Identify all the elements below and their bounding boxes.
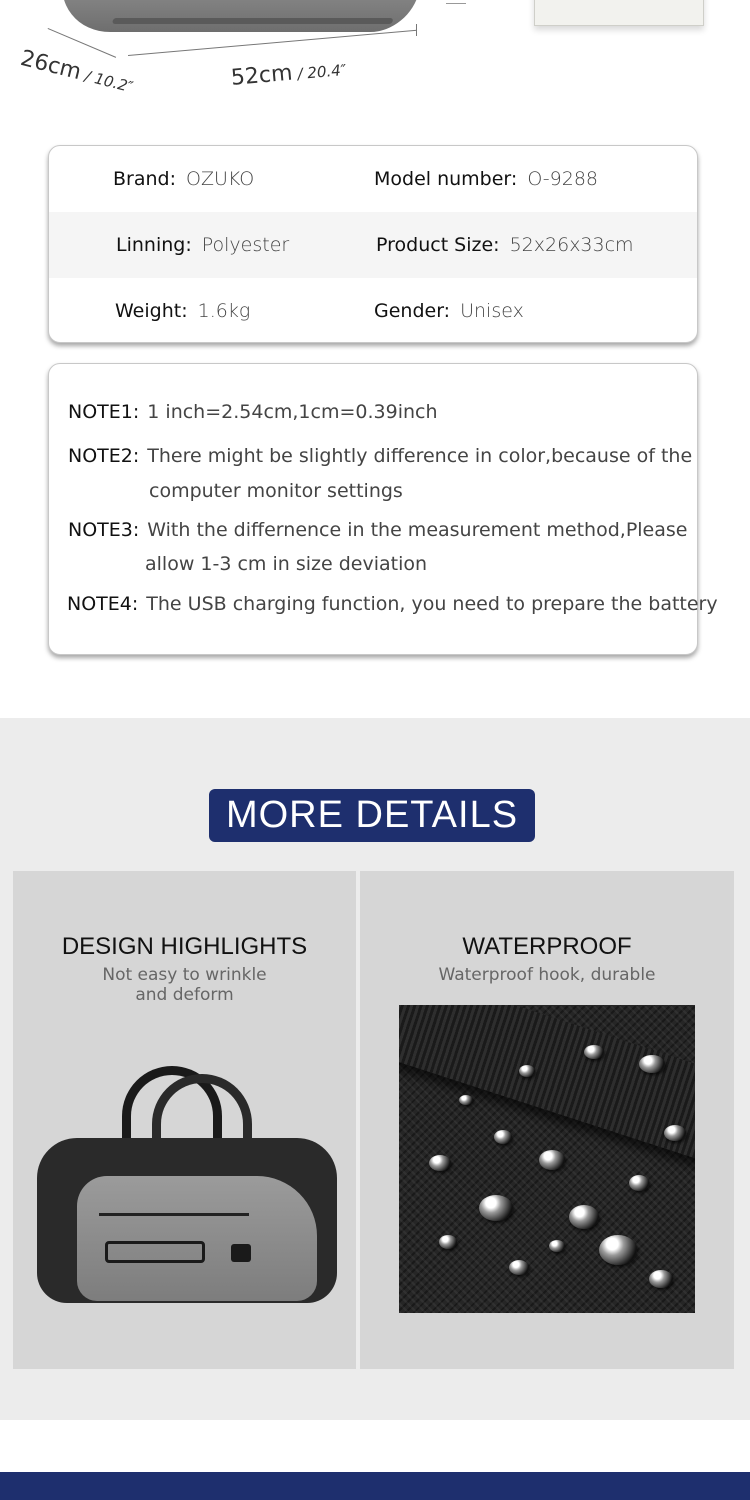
note-1: [68, 401, 438, 423]
note-2: [68, 445, 692, 467]
water-drop: [519, 1065, 535, 1077]
width-label: [18, 46, 136, 98]
panel-title: WATERPROOF: [462, 933, 632, 960]
spec-value: O-9288: [527, 168, 599, 190]
water-drop: [639, 1055, 665, 1073]
water-drop: [569, 1205, 599, 1229]
width-inch: / 10.2″: [83, 66, 135, 97]
usb-port-icon: [231, 1244, 251, 1262]
height-tick: [446, 0, 466, 4]
length-dimension-cap: [416, 24, 417, 36]
spec-product-size: [376, 212, 634, 278]
bag-front-panel: [77, 1176, 317, 1301]
note-text: 1 inch=2.54cm,1cm=0.39inch: [147, 401, 438, 423]
panel-subtitle: Not easy to wrinkle: [102, 965, 267, 985]
water-drop: [549, 1240, 565, 1252]
more-details-section: [0, 718, 750, 1420]
water-drops-fabric-icon: [399, 1005, 695, 1313]
water-drop: [439, 1235, 457, 1249]
note-text: There might be slightly difference in color,because of the: [147, 445, 693, 467]
water-drop: [584, 1045, 604, 1059]
spec-weight: [115, 278, 250, 343]
notes-card: [48, 363, 718, 655]
water-drop: [429, 1155, 451, 1171]
water-drop: [509, 1260, 529, 1275]
bag-front-pocket: [105, 1241, 205, 1263]
length-dimension-line: [128, 30, 417, 56]
note-label: NOTE2:: [68, 445, 140, 467]
water-drop: [539, 1150, 565, 1170]
length-cm: 52cm: [230, 60, 294, 91]
panel-title: DESIGN HIGHLIGHTS: [61, 933, 308, 960]
spec-value: 52x26x33cm: [509, 234, 634, 256]
specifications-card: [48, 145, 698, 343]
water-drop: [494, 1130, 512, 1144]
spec-brand: [113, 146, 254, 212]
panel-subtitle: and deform: [135, 985, 234, 1005]
duffel-bag-icon: [27, 1066, 347, 1306]
note-text: With the differnence in the measurement method,Please: [147, 519, 688, 541]
bottom-banner-bar: [0, 1472, 750, 1500]
note-label: NOTE3:: [68, 519, 140, 541]
note-text: The USB charging function, you need to prepare the battery: [146, 593, 718, 615]
spec-label: Brand:: [113, 168, 176, 190]
design-highlights-panel: [13, 871, 356, 1369]
waterproof-panel: [360, 871, 734, 1369]
length-label: [230, 56, 347, 91]
more-details-heading: MORE DETAILS: [209, 789, 535, 842]
spec-label: Linning:: [116, 234, 192, 256]
water-drop: [664, 1125, 686, 1141]
bag-zipper: [99, 1213, 249, 1216]
panel-subtitle: Waterproof hook, durable: [438, 965, 656, 985]
water-drop: [599, 1235, 637, 1265]
bag-bottom-image: [50, 0, 425, 32]
note-label: NOTE4:: [67, 593, 139, 615]
note-3-continuation: allow 1-3 cm in size deviation: [145, 553, 428, 575]
width-dimension-line: [48, 28, 117, 58]
packaging-box-image: [534, 0, 704, 26]
spec-value: 1.6kg: [197, 300, 251, 322]
spec-model-number: [374, 146, 598, 212]
width-cm: 26cm: [17, 46, 84, 86]
spec-label: Weight:: [115, 300, 188, 322]
spec-lining: [116, 212, 289, 278]
spec-row: [49, 212, 697, 278]
spec-label: Gender:: [374, 300, 451, 322]
note-3: [68, 519, 687, 541]
spec-label: Product Size:: [376, 234, 500, 256]
water-drop: [479, 1195, 513, 1221]
spec-value: Polyester: [201, 234, 290, 256]
spec-gender: [374, 278, 524, 343]
length-inch: / 20.4″: [296, 60, 348, 84]
note-2-continuation: computer monitor settings: [149, 480, 403, 502]
spec-value: Unisex: [460, 300, 524, 322]
dimensions-diagram: [0, 0, 750, 110]
water-drop: [459, 1095, 473, 1105]
spec-value: OZUKO: [186, 168, 255, 190]
spec-label: Model number:: [374, 168, 518, 190]
water-drop: [649, 1270, 673, 1288]
water-drop: [629, 1175, 649, 1191]
note-4: [67, 593, 718, 615]
note-label: NOTE1:: [68, 401, 140, 423]
spec-row: [49, 146, 697, 212]
spec-row: [49, 278, 697, 343]
